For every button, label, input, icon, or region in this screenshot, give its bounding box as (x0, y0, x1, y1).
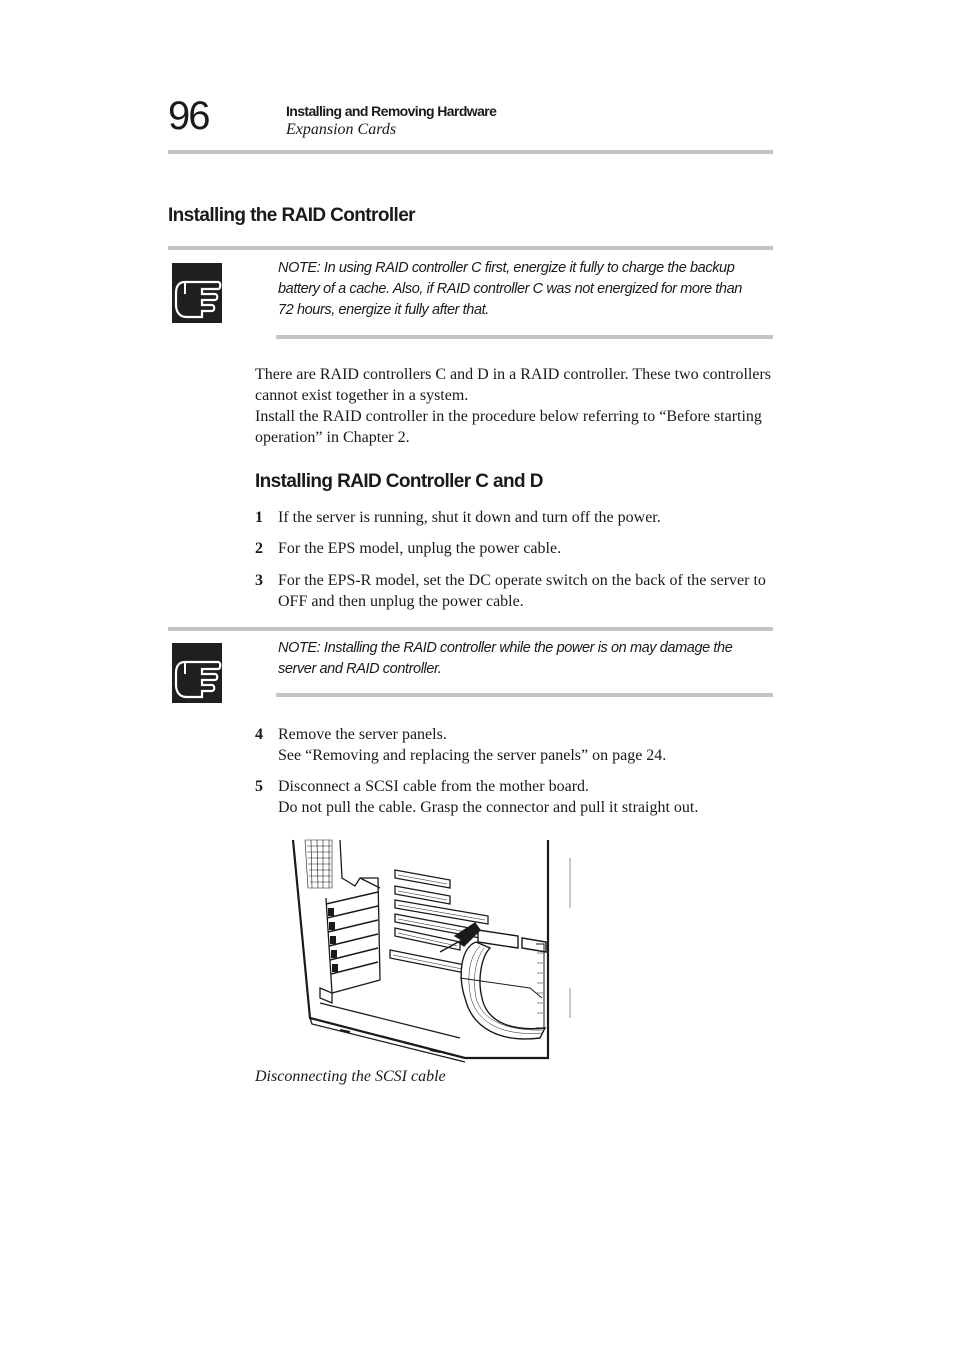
step-text: If the server is running, shut it down and turn off the power. (278, 509, 661, 526)
step-item (255, 570, 775, 612)
chapter-title: Installing and Removing Hardware (286, 103, 497, 119)
figure-caption: Disconnecting the SCSI cable (255, 1068, 446, 1085)
step-number: 2 (255, 540, 263, 557)
note-text: NOTE: In using RAID controller C first, energize it fully to charge the backup battery of a cache. Also, if RAID controller C was not energized for more than 72 hours, energize it fully after that. (278, 260, 742, 318)
scsi-cable-illustration (290, 838, 575, 1063)
intro-paragraph: Install the RAID controller in the procedure below referring to “Before starting operation” in Chapter 2. (255, 408, 762, 446)
step-item (255, 724, 775, 766)
step-number: 3 (255, 572, 263, 589)
step-detail: See “Removing and replacing the server panels” on page 24. (278, 747, 667, 764)
pointing-hand-note-icon (172, 643, 222, 703)
header-rule (168, 150, 773, 154)
running-section-title: Expansion Cards (286, 121, 397, 138)
note-top-rule (168, 627, 773, 631)
note-bottom-rule (276, 335, 773, 339)
step-number: 5 (255, 778, 263, 795)
intro-paragraph: There are RAID controllers C and D in a RAID controller. These two controllers cannot exist together in a system. (255, 366, 771, 404)
step-text: Remove the server panels. (278, 726, 447, 743)
step-text: Disconnect a SCSI cable from the mother board. (278, 778, 590, 795)
pointing-hand-note-icon (172, 263, 222, 323)
step-item (255, 538, 775, 559)
note-top-rule (168, 246, 773, 250)
section-heading: Installing the RAID Controller (168, 205, 415, 226)
step-item (255, 776, 775, 818)
intro-text (255, 364, 771, 448)
step-detail: Do not pull the cable. Grasp the connector and pull it straight out. (278, 799, 699, 816)
step-text: For the EPS-R model, set the DC operate switch on the back of the server to OFF and then unplug the power cable. (278, 572, 766, 610)
note-text: NOTE: Installing the RAID controller while the power is on may damage the server and RAID controller. (278, 640, 733, 677)
step-text: For the EPS model, unplug the power cable. (278, 540, 562, 557)
note-bottom-rule (276, 693, 773, 697)
page-number: 96 (168, 94, 209, 138)
subsection-heading: Installing RAID Controller C and D (255, 471, 543, 492)
step-number: 1 (255, 509, 263, 526)
step-item (255, 507, 775, 528)
step-number: 4 (255, 726, 263, 743)
